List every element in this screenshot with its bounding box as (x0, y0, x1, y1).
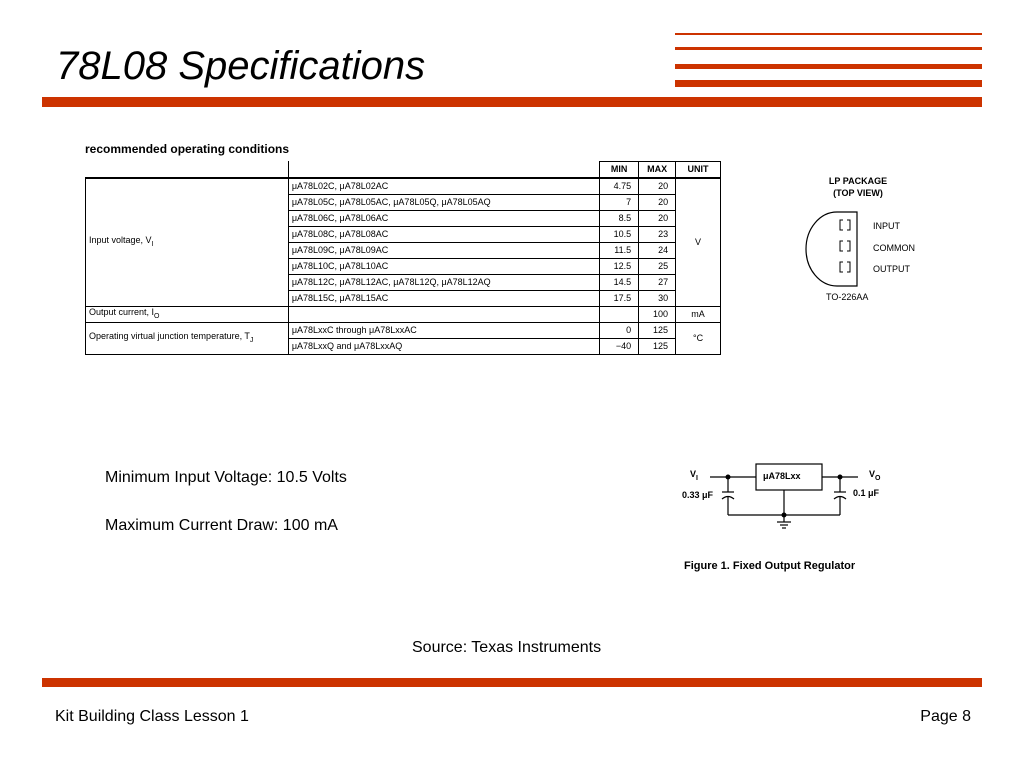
table-row (86, 323, 721, 339)
device-cell: μA78L12C, μA78L12AC, μA78L12Q, μA78L12AQ (288, 275, 599, 291)
min-cell: 4.75 (600, 178, 639, 195)
max-current-note: Maximum Current Draw: 100 mA (105, 517, 338, 534)
max-cell: 20 (639, 195, 676, 211)
table-row (86, 307, 721, 323)
pin-output-label: OUTPUT (873, 264, 910, 274)
table-header-row (86, 162, 721, 179)
page-number: Page 8 (920, 708, 971, 725)
title-underline-bar (42, 97, 982, 107)
max-cell: 30 (639, 291, 676, 307)
figure-caption: Figure 1. Fixed Output Regulator (684, 560, 856, 572)
circuit-vout-label: $V_O$ (869, 469, 881, 482)
header-stripe-2 (675, 47, 982, 50)
output-capacitor-label: 0.1 μF (853, 488, 880, 498)
source-attribution: Source: Texas Instruments (412, 639, 602, 656)
max-cell: 24 (639, 243, 676, 259)
min-cell: 0 (600, 323, 639, 339)
max-cell: 20 (639, 211, 676, 227)
pin-common-label: COMMON (873, 243, 915, 253)
regulator-label: μA78Lxx (763, 471, 801, 481)
max-cell: 23 (639, 227, 676, 243)
operating-conditions-table (85, 161, 721, 355)
min-cell: 8.5 (600, 211, 639, 227)
max-cell: 100 (639, 307, 676, 323)
min-cell: 14.5 (600, 275, 639, 291)
package-case-label: TO-226AA (826, 292, 869, 302)
input-capacitor-label: 0.33 μF (682, 490, 714, 500)
header-stripe-1 (675, 33, 982, 35)
slide-title: 78L08 Specifications (56, 44, 426, 88)
table-row (86, 178, 721, 195)
device-cell: μA78L02C, μA78L02AC (288, 178, 599, 195)
device-cell: μA78L08C, μA78L08AC (288, 227, 599, 243)
device-cell: μA78L06C, μA78L06AC (288, 211, 599, 227)
max-cell: 125 (639, 323, 676, 339)
circuit-vin-label: $V_I$ (690, 469, 698, 482)
device-cell: μA78L05C, μA78L05AC, μA78L05Q, μA78L05AQ (288, 195, 599, 211)
output-current-label: Output current, $I_O$ (86, 307, 289, 323)
min-cell: −40 (600, 339, 639, 355)
device-cell: μA78L15C, μA78L15AC (288, 291, 599, 307)
temperature-label: Operating virtual junction temperature, $T_J$ (86, 323, 289, 355)
col-min-header: MIN (600, 162, 639, 179)
input-voltage-label: Input voltage, $V_I$ (86, 178, 289, 307)
output-current-unit: mA (676, 307, 721, 323)
conditions-heading: recommended operating conditions (85, 142, 290, 156)
package-title: LP PACKAGE (TOP VIEW) (828, 176, 888, 198)
col-unit-header: UNIT (676, 162, 721, 179)
min-cell: 10.5 (600, 227, 639, 243)
max-cell: 25 (639, 259, 676, 275)
min-input-voltage-note: Minimum Input Voltage: 10.5 Volts (105, 469, 347, 486)
min-cell: 17.5 (600, 291, 639, 307)
max-cell: 27 (639, 275, 676, 291)
min-cell: 7 (600, 195, 639, 211)
device-cell: μA78L09C, μA78L09AC (288, 243, 599, 259)
min-cell: 11.5 (600, 243, 639, 259)
col-max-header: MAX (639, 162, 676, 179)
pin-input-label: INPUT (873, 221, 900, 231)
footer-left-text: Kit Building Class Lesson 1 (55, 708, 249, 725)
footer-bar (42, 678, 982, 687)
header-stripe-3 (675, 64, 982, 69)
max-cell: 20 (639, 178, 676, 195)
min-cell: 12.5 (600, 259, 639, 275)
temperature-unit: °C (676, 323, 721, 355)
device-cell: μA78LxxQ and μA78LxxAQ (288, 339, 599, 355)
device-cell: μA78L10C, μA78L10AC (288, 259, 599, 275)
header-stripe-4 (675, 80, 982, 87)
input-voltage-unit: V (676, 178, 721, 307)
max-cell: 125 (639, 339, 676, 355)
package-outline-diagram (805, 210, 865, 290)
device-cell: μA78LxxC through μA78LxxAC (288, 323, 599, 339)
